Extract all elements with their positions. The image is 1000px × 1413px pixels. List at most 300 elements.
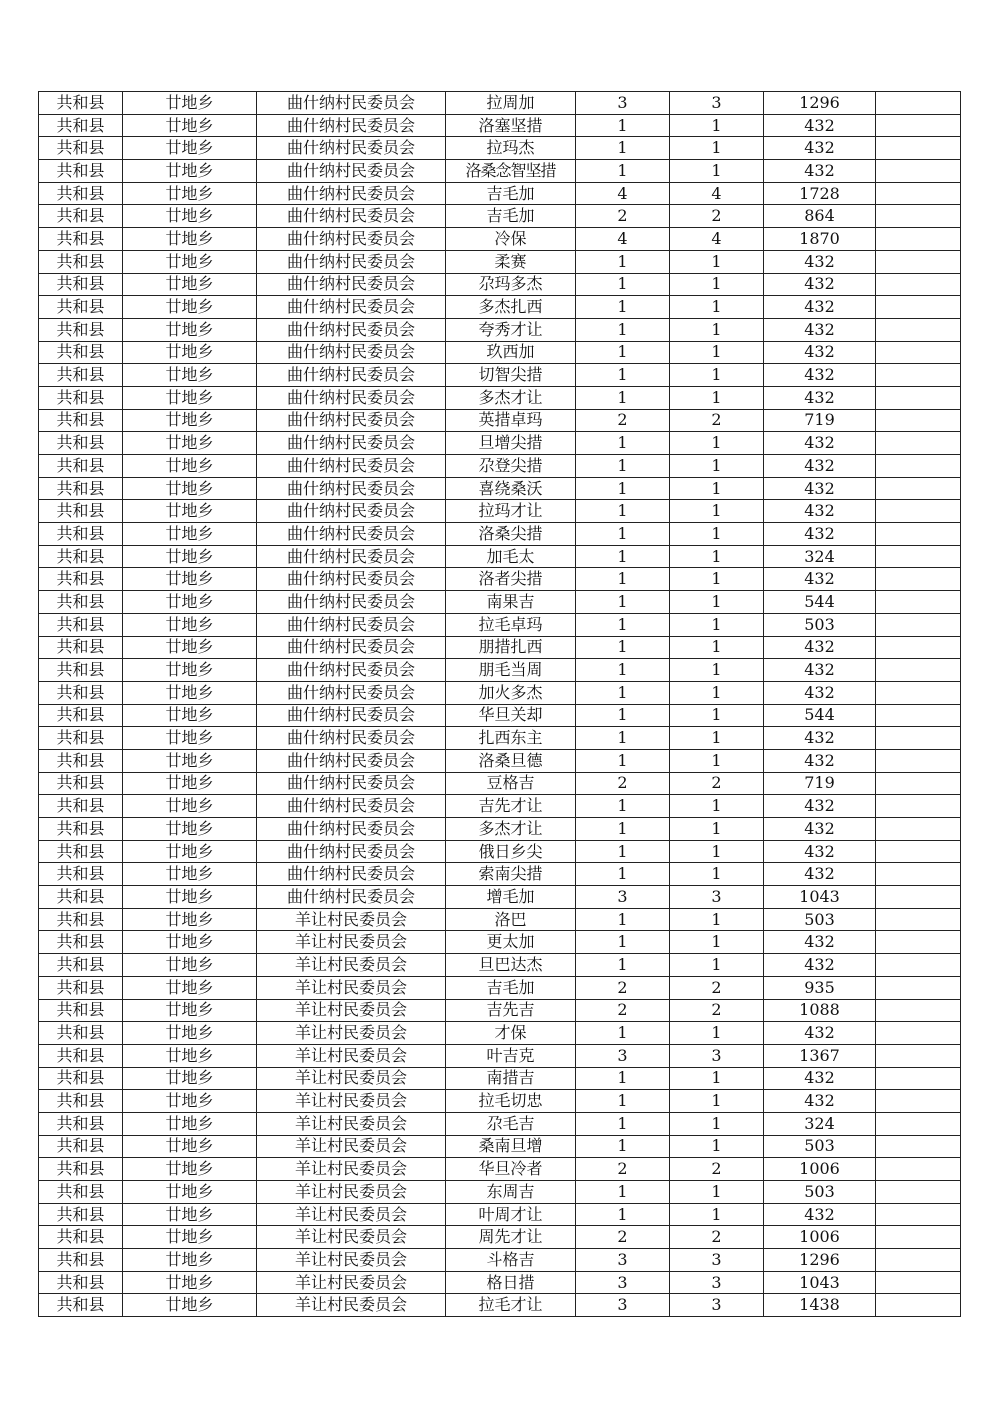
amount-cell: 432 [764, 1022, 876, 1045]
table-row [39, 137, 961, 160]
county-cell: 共和县 [39, 999, 123, 1022]
amount-cell: 432 [764, 749, 876, 772]
remark-cell [876, 205, 961, 228]
name-cell: 豆格吉 [446, 772, 576, 795]
remark-cell [876, 999, 961, 1022]
name-cell: 斗格吉 [446, 1249, 576, 1272]
township-cell: 廿地乡 [123, 318, 257, 341]
village-committee-cell: 曲什纳村民委员会 [257, 749, 446, 772]
table-row [39, 296, 961, 319]
remark-cell [876, 863, 961, 886]
township-cell: 廿地乡 [123, 341, 257, 364]
name-cell: 尕玛多杰 [446, 273, 576, 296]
table-row [39, 931, 961, 954]
name-cell: 洛者尖措 [446, 568, 576, 591]
amount-cell: 432 [764, 432, 876, 455]
remark-cell [876, 681, 961, 704]
person-count-cell: 3 [670, 1271, 764, 1294]
remark-cell [876, 182, 961, 205]
amount-cell: 432 [764, 114, 876, 137]
remark-cell [876, 160, 961, 183]
amount-cell: 432 [764, 795, 876, 818]
county-cell: 共和县 [39, 749, 123, 772]
amount-cell: 1043 [764, 886, 876, 909]
remark-cell [876, 931, 961, 954]
township-cell: 廿地乡 [123, 772, 257, 795]
township-cell: 廿地乡 [123, 160, 257, 183]
village-committee-cell: 羊让村民委员会 [257, 1181, 446, 1204]
table-row [39, 1158, 961, 1181]
person-count-cell: 1 [670, 840, 764, 863]
township-cell: 廿地乡 [123, 795, 257, 818]
table-row [39, 500, 961, 523]
table-row [39, 772, 961, 795]
county-cell: 共和县 [39, 137, 123, 160]
township-cell: 廿地乡 [123, 364, 257, 387]
table-row [39, 318, 961, 341]
township-cell: 廿地乡 [123, 1067, 257, 1090]
village-committee-cell: 曲什纳村民委员会 [257, 613, 446, 636]
township-cell: 廿地乡 [123, 250, 257, 273]
name-cell: 吉先吉 [446, 999, 576, 1022]
household-count-cell: 1 [576, 523, 670, 546]
remark-cell [876, 908, 961, 931]
household-count-cell: 1 [576, 386, 670, 409]
village-committee-cell: 曲什纳村民委员会 [257, 568, 446, 591]
remark-cell [876, 545, 961, 568]
table-row [39, 523, 961, 546]
township-cell: 廿地乡 [123, 999, 257, 1022]
township-cell: 廿地乡 [123, 273, 257, 296]
household-count-cell: 2 [576, 1226, 670, 1249]
amount-cell: 935 [764, 976, 876, 999]
table-row [39, 1294, 961, 1317]
household-count-cell: 3 [576, 92, 670, 115]
village-committee-cell: 曲什纳村民委员会 [257, 840, 446, 863]
name-cell: 格日措 [446, 1271, 576, 1294]
person-count-cell: 1 [670, 114, 764, 137]
name-cell: 吉毛加 [446, 182, 576, 205]
name-cell: 多杰才让 [446, 818, 576, 841]
person-count-cell: 1 [670, 659, 764, 682]
household-count-cell: 1 [576, 795, 670, 818]
table-row [39, 386, 961, 409]
county-cell: 共和县 [39, 976, 123, 999]
person-count-cell: 4 [670, 228, 764, 251]
household-count-cell: 1 [576, 341, 670, 364]
household-count-cell: 2 [576, 772, 670, 795]
table-row [39, 954, 961, 977]
person-count-cell: 1 [670, 477, 764, 500]
county-cell: 共和县 [39, 364, 123, 387]
county-cell: 共和县 [39, 250, 123, 273]
name-cell: 叶周才让 [446, 1203, 576, 1226]
amount-cell: 719 [764, 772, 876, 795]
county-cell: 共和县 [39, 523, 123, 546]
village-committee-cell: 曲什纳村民委员会 [257, 886, 446, 909]
name-cell: 拉玛才让 [446, 500, 576, 523]
remark-cell [876, 318, 961, 341]
household-count-cell: 1 [576, 296, 670, 319]
remark-cell [876, 523, 961, 546]
remark-cell [876, 1294, 961, 1317]
village-committee-cell: 曲什纳村民委员会 [257, 523, 446, 546]
table-row [39, 795, 961, 818]
household-count-cell: 1 [576, 250, 670, 273]
table-row [39, 591, 961, 614]
county-cell: 共和县 [39, 727, 123, 750]
village-committee-cell: 曲什纳村民委员会 [257, 318, 446, 341]
amount-cell: 432 [764, 137, 876, 160]
name-cell: 洛桑尖措 [446, 523, 576, 546]
township-cell: 廿地乡 [123, 432, 257, 455]
remark-cell [876, 727, 961, 750]
household-count-cell: 1 [576, 114, 670, 137]
county-cell: 共和县 [39, 1022, 123, 1045]
village-committee-cell: 羊让村民委员会 [257, 1067, 446, 1090]
amount-cell: 432 [764, 636, 876, 659]
remark-cell [876, 409, 961, 432]
remark-cell [876, 976, 961, 999]
person-count-cell: 1 [670, 1067, 764, 1090]
remark-cell [876, 500, 961, 523]
person-count-cell: 1 [670, 341, 764, 364]
person-count-cell: 2 [670, 205, 764, 228]
household-count-cell: 1 [576, 1203, 670, 1226]
amount-cell: 432 [764, 296, 876, 319]
name-cell: 加毛太 [446, 545, 576, 568]
person-count-cell: 1 [670, 1090, 764, 1113]
table-row [39, 976, 961, 999]
county-cell: 共和县 [39, 1271, 123, 1294]
household-count-cell: 2 [576, 205, 670, 228]
county-cell: 共和县 [39, 1203, 123, 1226]
table-row [39, 659, 961, 682]
village-committee-cell: 曲什纳村民委员会 [257, 432, 446, 455]
name-cell: 拉毛切忠 [446, 1090, 576, 1113]
township-cell: 廿地乡 [123, 954, 257, 977]
remark-cell [876, 296, 961, 319]
village-committee-cell: 曲什纳村民委员会 [257, 727, 446, 750]
county-cell: 共和县 [39, 545, 123, 568]
name-cell: 拉玛杰 [446, 137, 576, 160]
amount-cell: 1728 [764, 182, 876, 205]
remark-cell [876, 228, 961, 251]
county-cell: 共和县 [39, 455, 123, 478]
person-count-cell: 3 [670, 1249, 764, 1272]
person-count-cell: 4 [670, 182, 764, 205]
name-cell: 俄日乡尖 [446, 840, 576, 863]
household-count-cell: 1 [576, 727, 670, 750]
village-committee-cell: 曲什纳村民委员会 [257, 341, 446, 364]
village-committee-cell: 羊让村民委员会 [257, 1271, 446, 1294]
county-cell: 共和县 [39, 818, 123, 841]
name-cell: 夸秀才让 [446, 318, 576, 341]
village-committee-cell: 曲什纳村民委员会 [257, 704, 446, 727]
person-count-cell: 1 [670, 545, 764, 568]
county-cell: 共和县 [39, 341, 123, 364]
household-count-cell: 1 [576, 863, 670, 886]
name-cell: 冷保 [446, 228, 576, 251]
table-row [39, 863, 961, 886]
township-cell: 廿地乡 [123, 1044, 257, 1067]
name-cell: 华旦冷者 [446, 1158, 576, 1181]
household-count-cell: 3 [576, 1044, 670, 1067]
village-committee-cell: 曲什纳村民委员会 [257, 205, 446, 228]
household-count-cell: 1 [576, 318, 670, 341]
village-committee-cell: 曲什纳村民委员会 [257, 795, 446, 818]
village-committee-cell: 羊让村民委员会 [257, 1135, 446, 1158]
amount-cell: 432 [764, 1067, 876, 1090]
amount-cell: 432 [764, 659, 876, 682]
person-count-cell: 1 [670, 727, 764, 750]
name-cell: 东周吉 [446, 1181, 576, 1204]
person-count-cell: 1 [670, 704, 764, 727]
table-row [39, 273, 961, 296]
amount-cell: 719 [764, 409, 876, 432]
beneficiary-table [38, 91, 961, 1317]
name-cell: 喜绕桑沃 [446, 477, 576, 500]
table-row [39, 477, 961, 500]
remark-cell [876, 704, 961, 727]
table-row [39, 455, 961, 478]
county-cell: 共和县 [39, 931, 123, 954]
amount-cell: 432 [764, 250, 876, 273]
amount-cell: 1006 [764, 1226, 876, 1249]
amount-cell: 1006 [764, 1158, 876, 1181]
person-count-cell: 1 [670, 500, 764, 523]
household-count-cell: 1 [576, 1067, 670, 1090]
person-count-cell: 1 [670, 591, 764, 614]
household-count-cell: 3 [576, 1271, 670, 1294]
amount-cell: 503 [764, 908, 876, 931]
township-cell: 廿地乡 [123, 92, 257, 115]
township-cell: 廿地乡 [123, 613, 257, 636]
amount-cell: 503 [764, 1181, 876, 1204]
county-cell: 共和县 [39, 659, 123, 682]
amount-cell: 1438 [764, 1294, 876, 1317]
county-cell: 共和县 [39, 863, 123, 886]
county-cell: 共和县 [39, 1067, 123, 1090]
name-cell: 洛巴 [446, 908, 576, 931]
household-count-cell: 1 [576, 500, 670, 523]
county-cell: 共和县 [39, 500, 123, 523]
remark-cell [876, 341, 961, 364]
table-row [39, 205, 961, 228]
county-cell: 共和县 [39, 1044, 123, 1067]
remark-cell [876, 795, 961, 818]
household-count-cell: 1 [576, 364, 670, 387]
village-committee-cell: 曲什纳村民委员会 [257, 409, 446, 432]
table-row [39, 1044, 961, 1067]
township-cell: 廿地乡 [123, 568, 257, 591]
village-committee-cell: 曲什纳村民委员会 [257, 477, 446, 500]
name-cell: 增毛加 [446, 886, 576, 909]
name-cell: 玖西加 [446, 341, 576, 364]
name-cell: 多杰扎西 [446, 296, 576, 319]
household-count-cell: 3 [576, 886, 670, 909]
household-count-cell: 1 [576, 432, 670, 455]
name-cell: 朋措扎西 [446, 636, 576, 659]
township-cell: 廿地乡 [123, 523, 257, 546]
county-cell: 共和县 [39, 795, 123, 818]
name-cell: 英措卓玛 [446, 409, 576, 432]
remark-cell [876, 1158, 961, 1181]
remark-cell [876, 636, 961, 659]
table-row [39, 1271, 961, 1294]
person-count-cell: 3 [670, 92, 764, 115]
township-cell: 廿地乡 [123, 1158, 257, 1181]
township-cell: 廿地乡 [123, 704, 257, 727]
table-row [39, 1112, 961, 1135]
name-cell: 叶吉克 [446, 1044, 576, 1067]
table-row [39, 1022, 961, 1045]
person-count-cell: 2 [670, 1158, 764, 1181]
name-cell: 旦巴达杰 [446, 954, 576, 977]
person-count-cell: 1 [670, 432, 764, 455]
township-cell: 廿地乡 [123, 591, 257, 614]
amount-cell: 432 [764, 273, 876, 296]
county-cell: 共和县 [39, 954, 123, 977]
person-count-cell: 1 [670, 931, 764, 954]
table-row [39, 92, 961, 115]
amount-cell: 1296 [764, 92, 876, 115]
amount-cell: 324 [764, 545, 876, 568]
table-row [39, 727, 961, 750]
village-committee-cell: 羊让村民委员会 [257, 954, 446, 977]
amount-cell: 1296 [764, 1249, 876, 1272]
person-count-cell: 3 [670, 1044, 764, 1067]
household-count-cell: 1 [576, 704, 670, 727]
village-committee-cell: 曲什纳村民委员会 [257, 455, 446, 478]
table-row [39, 840, 961, 863]
county-cell: 共和县 [39, 886, 123, 909]
village-committee-cell: 曲什纳村民委员会 [257, 296, 446, 319]
village-committee-cell: 曲什纳村民委员会 [257, 114, 446, 137]
person-count-cell: 1 [670, 386, 764, 409]
table-row [39, 1090, 961, 1113]
name-cell: 扎西东主 [446, 727, 576, 750]
remark-cell [876, 1022, 961, 1045]
county-cell: 共和县 [39, 409, 123, 432]
village-committee-cell: 曲什纳村民委员会 [257, 273, 446, 296]
county-cell: 共和县 [39, 568, 123, 591]
county-cell: 共和县 [39, 704, 123, 727]
amount-cell: 1870 [764, 228, 876, 251]
remark-cell [876, 1203, 961, 1226]
amount-cell: 432 [764, 818, 876, 841]
household-count-cell: 1 [576, 591, 670, 614]
remark-cell [876, 1249, 961, 1272]
household-count-cell: 1 [576, 931, 670, 954]
township-cell: 廿地乡 [123, 409, 257, 432]
amount-cell: 432 [764, 681, 876, 704]
township-cell: 廿地乡 [123, 636, 257, 659]
county-cell: 共和县 [39, 182, 123, 205]
county-cell: 共和县 [39, 1090, 123, 1113]
township-cell: 廿地乡 [123, 749, 257, 772]
remark-cell [876, 364, 961, 387]
remark-cell [876, 749, 961, 772]
county-cell: 共和县 [39, 114, 123, 137]
person-count-cell: 1 [670, 1135, 764, 1158]
village-committee-cell: 羊让村民委员会 [257, 1158, 446, 1181]
county-cell: 共和县 [39, 772, 123, 795]
table-row [39, 432, 961, 455]
township-cell: 廿地乡 [123, 886, 257, 909]
amount-cell: 1088 [764, 999, 876, 1022]
person-count-cell: 2 [670, 999, 764, 1022]
village-committee-cell: 曲什纳村民委员会 [257, 92, 446, 115]
table-row [39, 228, 961, 251]
county-cell: 共和县 [39, 840, 123, 863]
name-cell: 南果吉 [446, 591, 576, 614]
household-count-cell: 1 [576, 568, 670, 591]
name-cell: 拉毛卓玛 [446, 613, 576, 636]
household-count-cell: 1 [576, 636, 670, 659]
table-row [39, 545, 961, 568]
remark-cell [876, 1044, 961, 1067]
township-cell: 廿地乡 [123, 1181, 257, 1204]
village-committee-cell: 曲什纳村民委员会 [257, 364, 446, 387]
township-cell: 廿地乡 [123, 908, 257, 931]
township-cell: 廿地乡 [123, 296, 257, 319]
person-count-cell: 1 [670, 455, 764, 478]
household-count-cell: 1 [576, 1090, 670, 1113]
amount-cell: 432 [764, 727, 876, 750]
name-cell: 洛塞坚措 [446, 114, 576, 137]
township-cell: 廿地乡 [123, 1294, 257, 1317]
village-committee-cell: 曲什纳村民委员会 [257, 863, 446, 886]
remark-cell [876, 1135, 961, 1158]
amount-cell: 432 [764, 863, 876, 886]
township-cell: 廿地乡 [123, 1135, 257, 1158]
remark-cell [876, 659, 961, 682]
amount-cell: 432 [764, 477, 876, 500]
township-cell: 廿地乡 [123, 863, 257, 886]
amount-cell: 432 [764, 318, 876, 341]
village-committee-cell: 曲什纳村民委员会 [257, 659, 446, 682]
amount-cell: 432 [764, 160, 876, 183]
name-cell: 华旦关却 [446, 704, 576, 727]
person-count-cell: 1 [670, 364, 764, 387]
township-cell: 廿地乡 [123, 840, 257, 863]
person-count-cell: 1 [670, 137, 764, 160]
township-cell: 廿地乡 [123, 137, 257, 160]
person-count-cell: 1 [670, 795, 764, 818]
village-committee-cell: 曲什纳村民委员会 [257, 386, 446, 409]
village-committee-cell: 羊让村民委员会 [257, 976, 446, 999]
village-committee-cell: 曲什纳村民委员会 [257, 228, 446, 251]
village-committee-cell: 羊让村民委员会 [257, 1226, 446, 1249]
person-count-cell: 1 [670, 1181, 764, 1204]
person-count-cell: 1 [670, 296, 764, 319]
amount-cell: 432 [764, 931, 876, 954]
name-cell: 加火多杰 [446, 681, 576, 704]
table-row [39, 704, 961, 727]
person-count-cell: 3 [670, 1294, 764, 1317]
township-cell: 廿地乡 [123, 1271, 257, 1294]
village-committee-cell: 曲什纳村民委员会 [257, 500, 446, 523]
table-row [39, 114, 961, 137]
name-cell: 南措吉 [446, 1067, 576, 1090]
person-count-cell: 2 [670, 772, 764, 795]
household-count-cell: 1 [576, 1135, 670, 1158]
county-cell: 共和县 [39, 1112, 123, 1135]
household-count-cell: 1 [576, 137, 670, 160]
village-committee-cell: 羊让村民委员会 [257, 1294, 446, 1317]
county-cell: 共和县 [39, 681, 123, 704]
